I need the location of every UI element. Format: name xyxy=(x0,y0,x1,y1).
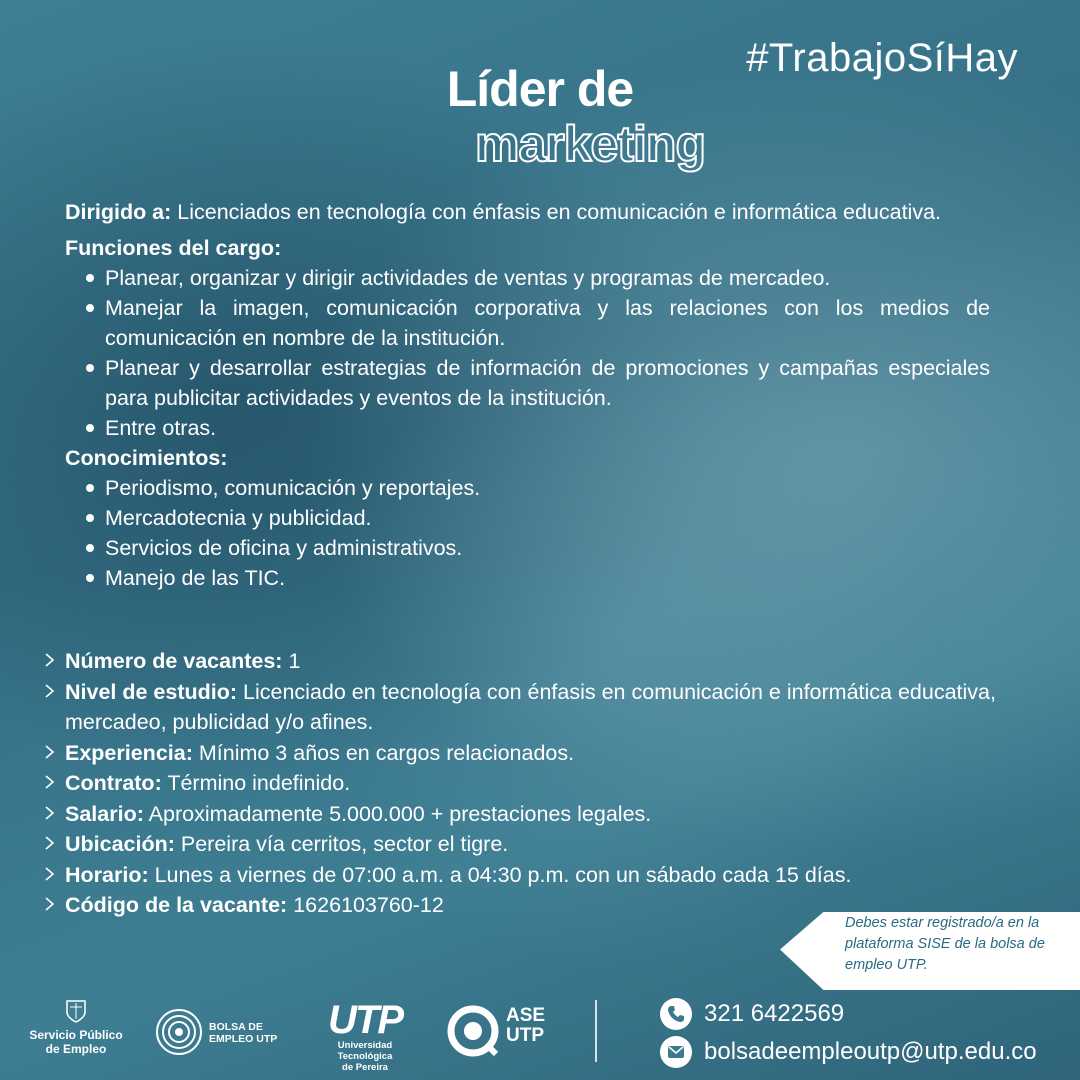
dirigido-label: Dirigido a: xyxy=(65,200,172,224)
concentric-circles-icon xyxy=(155,1008,203,1056)
chevron-right-icon xyxy=(42,896,56,912)
detail-label: Ubicación: xyxy=(65,832,175,856)
chevron-right-icon xyxy=(42,683,56,699)
dirigido-paragraph xyxy=(65,197,990,227)
chevron-right-icon xyxy=(42,835,56,851)
list-item: Manejar la imagen, comunicación corporativa y las relaciones con los medios de comunicación en nombre de la institución. xyxy=(83,293,990,353)
contact-email xyxy=(660,1036,1037,1068)
phone-number[interactable]: 321 6422569 xyxy=(704,1000,845,1027)
detail-salario xyxy=(42,799,1002,830)
utp-line-1: Universidad Tecnológica xyxy=(337,1040,393,1062)
email-address[interactable]: bolsadeempleoutp@utp.edu.co xyxy=(704,1038,1037,1065)
list-item: Planear y desarrollar estrategias de información de promociones y campañas especiales para publicitar actividades y eventos de la institución. xyxy=(83,353,990,413)
hashtag: #TrabajoSíHay xyxy=(746,36,1018,80)
detail-vacantes xyxy=(42,646,1002,677)
contact-phone xyxy=(660,998,844,1030)
funciones-list xyxy=(65,263,990,443)
detail-label: Horario: xyxy=(65,862,149,887)
detail-ubicacion xyxy=(42,829,1002,860)
utp-mark: UTP xyxy=(328,998,402,1042)
conocimientos-list xyxy=(65,473,990,593)
spe-line-2: de Empleo xyxy=(45,1042,107,1056)
job-details xyxy=(42,646,1002,921)
email-icon xyxy=(660,1036,692,1068)
ase-utp-logo xyxy=(446,1004,566,1062)
notice-text: Debes estar registrado/a en la plataforma SISE de la bolsa de empleo UTP. xyxy=(845,915,1045,973)
footer-divider xyxy=(595,1000,597,1062)
job-content xyxy=(65,197,990,593)
list-item: Mercadotecnia y publicidad. xyxy=(83,503,990,533)
ase-line-1: ASE xyxy=(506,1005,546,1026)
detail-experiencia xyxy=(42,738,1002,769)
detail-value: Lunes a viernes de 07:00 a.m. a 04:30 p.m. con un sábado cada 15 días. xyxy=(148,862,852,887)
chevron-right-icon xyxy=(42,652,56,668)
dirigido-text: Licenciados en tecnología con énfasis en comunicación e informática educativa. xyxy=(171,200,941,224)
utp-line-2: de Pereira xyxy=(342,1062,388,1073)
detail-value: 1 xyxy=(282,649,301,673)
servicio-publico-empleo-logo xyxy=(22,998,130,1056)
chevron-right-icon xyxy=(42,805,56,821)
list-item: Periodismo, comunicación y reportajes. xyxy=(83,473,990,503)
bolsa-line-1: BOLSA DE xyxy=(209,1021,263,1033)
chevron-right-icon xyxy=(42,774,56,790)
detail-value: Aproximadamente 5.000.000 + prestaciones legales. xyxy=(143,801,652,826)
job-title xyxy=(0,60,1080,170)
detail-value: 1626103760-12 xyxy=(287,893,444,917)
title-line-2: marketing xyxy=(475,116,705,172)
detail-label: Experiencia: xyxy=(65,740,193,765)
coat-of-arms-icon xyxy=(65,998,87,1024)
title-line-1: Líder de xyxy=(446,61,634,117)
detail-label: Número de vacantes: xyxy=(65,649,283,673)
list-item: Entre otras. xyxy=(83,413,990,443)
detail-label: Salario: xyxy=(65,801,144,826)
chevron-right-icon xyxy=(42,744,56,760)
list-item: Servicios de oficina y administrativos. xyxy=(83,533,990,563)
detail-value: Término indefinido. xyxy=(161,771,351,795)
detail-horario xyxy=(42,860,1002,891)
chevron-right-icon xyxy=(42,866,56,882)
list-item: Planear, organizar y dirigir actividades de ventas y programas de mercadeo. xyxy=(83,263,990,293)
bolsa-empleo-utp-logo xyxy=(155,1008,290,1060)
detail-value: Mínimo 3 años en cargos relacionados. xyxy=(192,740,575,765)
footer xyxy=(0,990,1080,1080)
spe-line-1: Servicio Público xyxy=(29,1028,123,1042)
detail-contrato xyxy=(42,768,1002,799)
detail-label: Nivel de estudio: xyxy=(65,679,238,704)
phone-icon xyxy=(660,998,692,1030)
detail-value: Licenciado en tecnología con énfasis en comunicación e informática educativa, mercadeo, publicidad y/o afines. xyxy=(65,679,996,734)
detail-value: Pereira vía cerritos, sector el tigre. xyxy=(174,832,509,856)
detail-label: Código de la vacante: xyxy=(65,893,288,917)
funciones-heading: Funciones del cargo: xyxy=(65,236,282,260)
list-item: Manejo de las TIC. xyxy=(83,563,990,593)
detail-label: Contrato: xyxy=(65,771,162,795)
ase-line-2: UTP xyxy=(506,1025,544,1046)
ase-ring-icon xyxy=(446,1004,500,1058)
bolsa-line-2: EMPLEO UTP xyxy=(209,1033,278,1045)
utp-logo xyxy=(312,1000,418,1073)
conocimientos-heading: Conocimientos: xyxy=(65,446,228,470)
detail-nivel-estudio xyxy=(42,677,1002,738)
